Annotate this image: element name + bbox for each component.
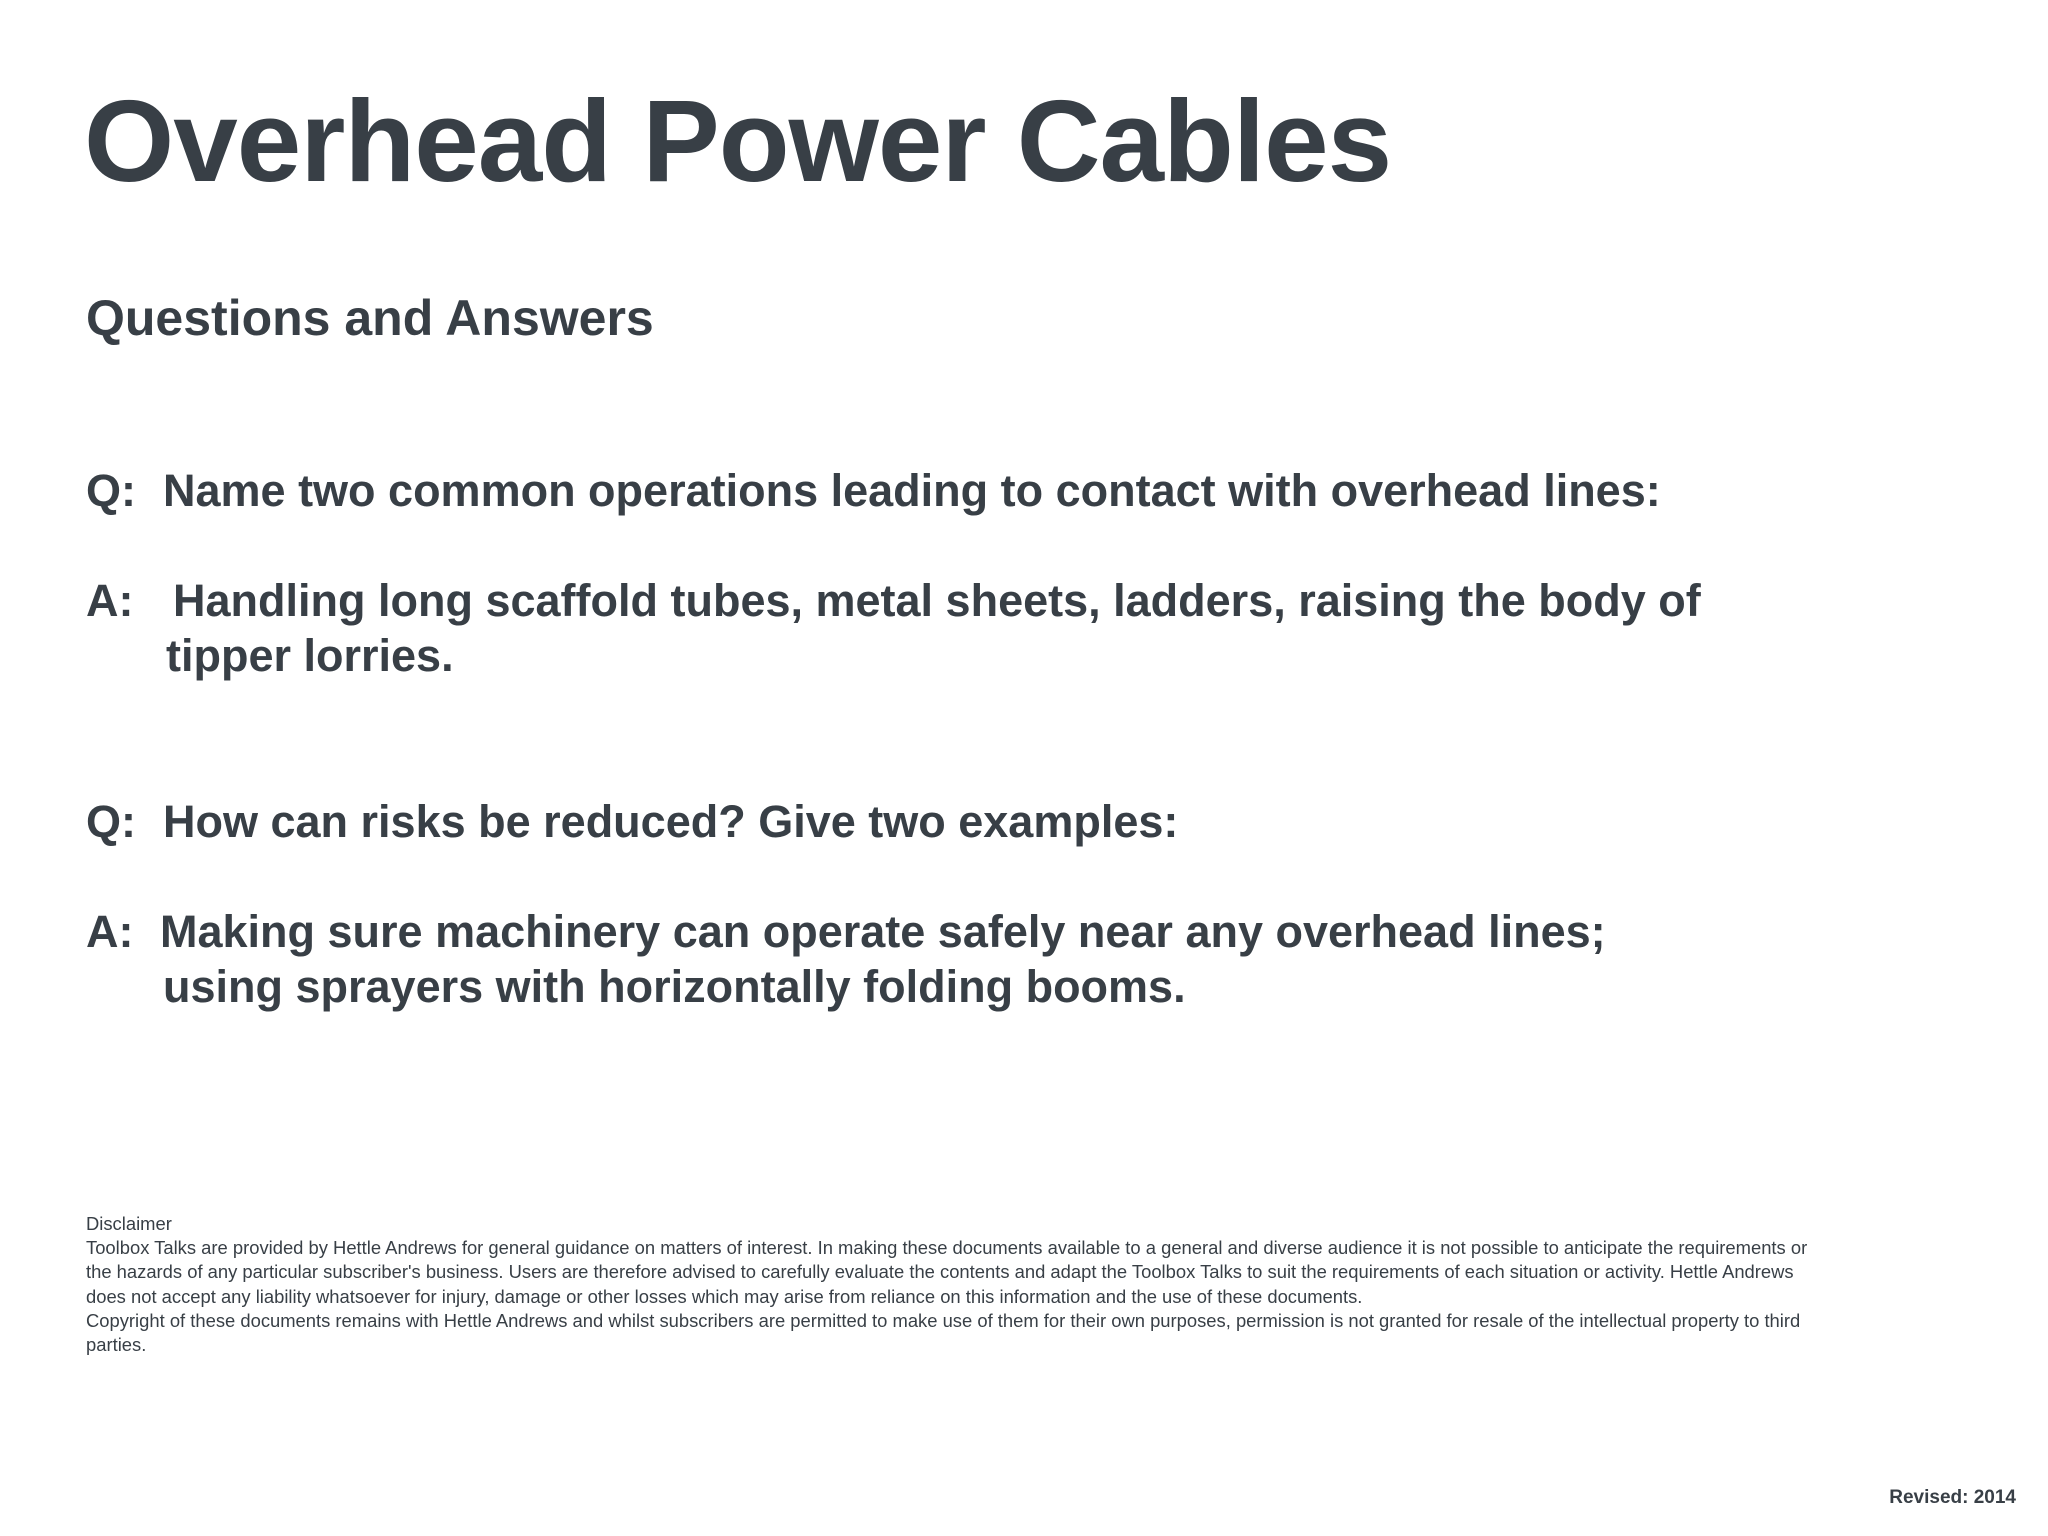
answer-1 [86,573,1886,683]
answer-text-line-2: using sprayers with horizontally folding booms. [163,961,1186,1012]
answer-text-line-2: tipper lorries. [166,630,454,681]
disclaimer [86,1212,1826,1357]
question-prefix: Q: [86,796,136,847]
answer-2 [86,904,1886,1014]
question-text: How can risks be reduced? Give two examples: [163,796,1179,847]
question-text: Name two common operations leading to contact with overhead lines: [163,465,1661,516]
disclaimer-heading: Disclaimer [86,1213,172,1234]
disclaimer-copyright: Copyright of these documents remains with Hettle Andrews and whilst subscribers are permitted to make use of them for their own purposes, permission is not granted for resale of the intellectual property to third parties. [86,1309,1801,1356]
disclaimer-body: Toolbox Talks are provided by Hettle Andrews for general guidance on matters of interest. In making these documents available to a general and diverse audience it is not possible to anticipate the requirements or the hazards of any particular subscriber's business. Users are therefore advised to carefully evaluate the contents and adapt the Toolbox Talks to suit the requirements of each situation or activity. Hettle Andrews does not accept any liability whatsoever for injury, damage or other losses which may arise from reliance on this information and the use of these documents. [86,1237,1808,1307]
page-title: Overhead Power Cables [84,76,1392,206]
answer-text-line-1: Handling long scaffold tubes, metal sheets, ladders, raising the body of [173,575,1701,626]
revised-date: Revised: 2014 [1889,1487,2016,1508]
question-2 [86,794,1886,849]
answer-text-line-1: Making sure machinery can operate safely near any overhead lines; [160,906,1606,957]
question-1 [86,463,1886,518]
answer-prefix: A: [86,906,134,957]
answer-prefix: A: [86,575,134,626]
section-subtitle: Questions and Answers [86,290,654,346]
question-prefix: Q: [86,465,136,516]
